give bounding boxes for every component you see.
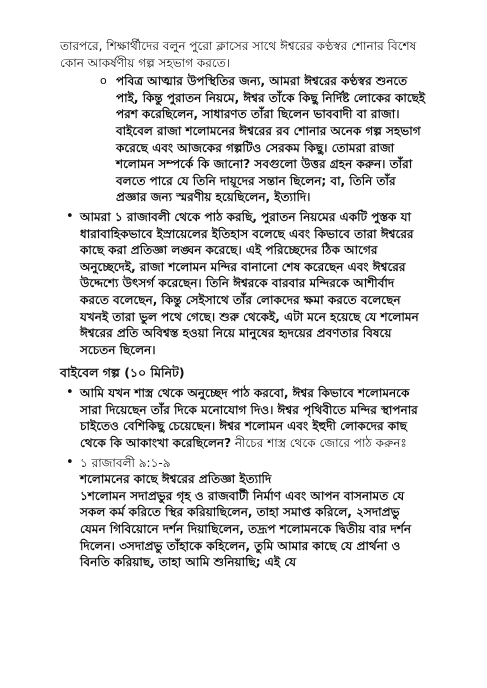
bullet-item-instruction [60,385,427,451]
bullet-dot-icon: • [66,385,74,401]
scripture-quote-title: শলোমনের কাছে ঈশ্বরের প্রতিজ্ঞা ইত্যাদি [80,472,272,487]
instruction-normal-text: নীচের শাস্ত্র থেকে জোরে পাঠ করুনঃ [231,436,407,451]
bullet-text [80,385,427,451]
scripture-quote [60,471,427,571]
bullet-dot-icon: • [66,454,74,470]
sub-bullet-item [60,73,427,206]
scripture-quote-body: ১শলোমন সদাপ্রভুর গৃহ ও রাজবাটী নির্মাণ এবং আপন বাসনামত যে সকল কর্ম করিতে স্থির করিয়াছিলেন, তাহা সমাপ্ত করিলে, ২সদাপ্রভু যেমন গিবিয়োনে দর্শন দিয়াছিলেন, তদ্রূপ শলোমনকে দ্বিতীয় বার দর্শন দিলেন। ৩সদাপ্রভু তাঁহাকে কহিলেন, তুমি আমার কাছে যে প্রার্থনা ও বিনতি করিয়াছ, তাহা আমি শুনিয়াছি; এই যে [80,488,412,570]
hollow-circle-bullet-icon: o [100,74,107,88]
section-heading: বাইবেল গল্প (১০ মিনিট) [60,365,185,381]
bullet-item-scripture-reference [60,455,427,472]
bullet-item-reading-context [60,209,427,358]
instruction-bold-text: আমি যখন শাস্ত্র থেকে অনুচ্ছেদ পাঠ করবো, ঈশ্বর কিভাবে শলোমনকে সারা দিয়েছেন তাঁর দিকে মনোযোগ দিও। ঈশ্বর পৃথিবীতে মন্দির স্থাপনার চাইতেও বেশিকিছু চেয়েছেন। ঈশ্বর শলোমন এবং ইহুদী লোকদের কাছ থেকে কি আকাংখা করেছিলেন? [80,386,418,451]
bullet-dot-icon: • [66,208,74,224]
bullet-text: আমরা ১ রাজাবলী থেকে পাঠ করছি, পুরাতন নিয়মের একটি পুস্তক যা ধারাবাহিকভাবে ইস্রায়েলের ইতিহাস বলেছে এবং কিভাবে তারা ঈশ্বরের কাছে করা প্রতিজ্ঞা লঙ্ঘন করেছে। এই পরিচ্ছেদের ঠিক আগের অনুচ্ছেদেই, রাজা শলোমন মন্দির বানানো শেষ করেছেন এবং ঈশ্বরের উদ্দেশ্যে উৎসর্গ করেছেন। তিনি ঈশ্বরকে বারবার মন্দিরকে আশীর্বাদ করতে বলেছেন, কিন্তু সেইসাথে তাঁর লোকদের ক্ষমা করতে বলেছেন যখনই তারা ভুল পথে গেছে। শুরু থেকেই, এটা মনে হয়েছে যে শলোমন ঈশ্বরের প্রতি অবিশ্বস্ত হওয়া নিয়ে মানুষের হৃদয়ের প্রবণতার বিষয়ে সচেতন ছিলেন। [80,209,419,357]
intro-paragraph: তারপরে, শিক্ষার্থীদের বলুন পুরো ক্লাসের সাথে ঈশ্বরের কণ্ঠস্বর শোনার বিশেষ কোন আকর্ষণীয় গল্প সহভাগ করতে। [60,39,417,70]
scripture-reference: ১ রাজাবলী ৯:১-৯ [80,455,171,470]
sub-bullet-text: পবিত্র আত্মার উপস্থিতির জন্য, আমরা ঈশ্বরের কণ্ঠস্বর শুনতে পাই, কিন্তু পুরাতন নিয়মে, ঈশ্বর তাঁকে কিছু নির্দিষ্ট লোকের কাছেই পরশ করেছিলেন, সাধারণত তাঁরা ছিলেন ভাববাদী বা রাজা। বাইবেল রাজা শলোমনের ঈশ্বরের রব শোনার অনেক গল্প সহভাগ করেছে এবং আজকের গল্পটিও সেরকম কিছু। তোমরা রাজা শলোমন সম্পর্কে কি জানো? সবগুলো উত্তর গ্রহন করুন। তাঁরা বলতে পারে যে তিনি দায়ূদের সন্তান ছিলেন; বা, তিনি তাঁর প্রজ্ঞার জন্য স্মরণীয় হয়েছিলেন, ইত্যাদি। [116,74,426,205]
